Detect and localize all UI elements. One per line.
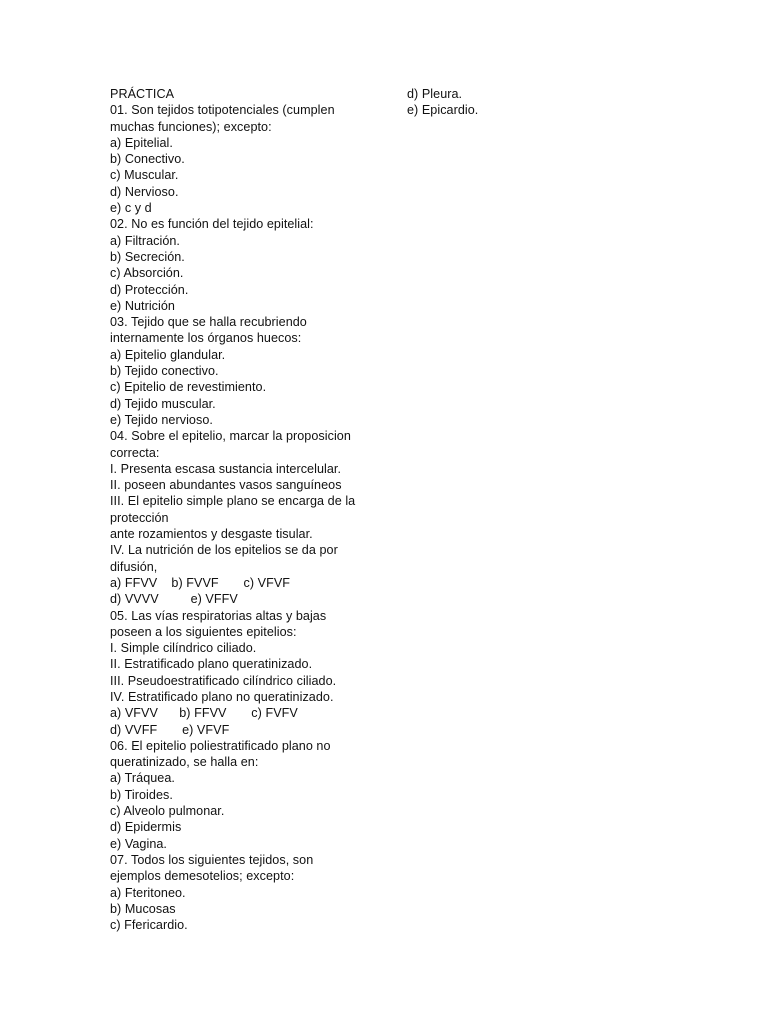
left-column-line: a) Epitelio glandular. (110, 347, 226, 362)
left-column-line: protección (110, 510, 169, 525)
left-column-line: muchas funciones); excepto: (110, 119, 272, 134)
left-column-line: c) Ffericardio. (110, 918, 188, 933)
left-column-line: c) Absorción. (110, 266, 184, 281)
left-column-line: queratinizado, se halla en: (110, 755, 259, 770)
left-column-line: 02. No es función del tejido epitelial: (110, 217, 314, 232)
left-column-line: IV. La nutrición de los epitelios se da por (110, 543, 338, 558)
left-column-line: c) Alveolo pulmonar. (110, 804, 225, 819)
left-column-line: d) Nervioso. (110, 184, 179, 199)
left-column-line: 07. Todos los siguientes tejidos, son (110, 852, 314, 867)
left-column-line: ejemplos demesotelios; excepto: (110, 869, 295, 884)
left-column-line: e) Nutrición (110, 298, 175, 313)
left-column-line: c) Epitelio de revestimiento. (110, 380, 267, 395)
left-column-line: b) Tiroides. (110, 787, 173, 802)
left-column-line: 04. Sobre el epitelio, marcar la proposicion (110, 429, 351, 444)
left-column-line: I. Simple cilíndrico ciliado. (110, 641, 257, 656)
left-column-line: correcta: (110, 445, 160, 460)
left-column-line: c) Muscular. (110, 168, 179, 183)
left-column-line: poseen a los siguientes epitelios: (110, 624, 297, 639)
left-column-line: II. poseen abundantes vasos sanguíneos (110, 478, 342, 493)
left-column-line: d) Tejido muscular. (110, 396, 216, 411)
left-column-line: d) VVFF e) VFVF (110, 722, 230, 737)
left-column-line: a) VFVV b) FFVV c) FVFV (110, 706, 298, 721)
left-column-line: 01. Son tejidos totipotenciales (cumplen (110, 103, 335, 118)
left-column-line: 05. Las vías respiratorias altas y bajas (110, 608, 327, 623)
left-column-line: 06. El epitelio poliestratificado plano no (110, 738, 331, 753)
left-column-line: PRÁCTICA (110, 87, 175, 101)
left-column-line: a) Epitelial. (110, 135, 173, 150)
left-column-line: III. El epitelio simple plano se encarga de la (110, 494, 356, 509)
left-column-line: 03. Tejido que se halla recubriendo (110, 315, 307, 330)
left-column-line: a) FFVV b) FVVF c) VFVF (110, 575, 291, 590)
left-column-line: I. Presenta escasa sustancia intercelular. (110, 461, 342, 476)
left-column-line: internamente los órganos huecos: (110, 331, 302, 346)
left-column-line: e) Tejido nervioso. (110, 412, 213, 427)
left-column-line: a) Tráquea. (110, 771, 175, 786)
left-column-line: difusión, (110, 559, 158, 574)
left-column-line: b) Mucosas (110, 901, 176, 916)
left-column-line: II. Estratificado plano queratinizado. (110, 657, 313, 672)
left-column-line: a) Fteritoneo. (110, 885, 186, 900)
left-column-line: IV. Estratificado plano no queratinizado. (110, 689, 334, 704)
left-column-line: a) Filtración. (110, 233, 180, 248)
left-column-line: e) c y d (110, 201, 152, 216)
left-column-line: b) Tejido conectivo. (110, 364, 219, 379)
right-column-line: d) Pleura. (407, 87, 463, 101)
left-column-line: III. Pseudoestratificado cilíndrico ciliado. (110, 673, 337, 688)
left-column-line: d) Epidermis (110, 820, 182, 835)
left-column-line: d) Protección. (110, 282, 189, 297)
left-column-line: b) Secreción. (110, 249, 185, 264)
left-column-line: d) VVVV e) VFFV (110, 592, 238, 607)
right-column-line: e) Epicardio. (407, 103, 479, 118)
right-column (407, 86, 607, 119)
left-column (110, 86, 368, 933)
left-column-line: ante rozamientos y desgaste tisular. (110, 527, 313, 542)
left-column-line: b) Conectivo. (110, 152, 185, 167)
left-column-line: e) Vagina. (110, 836, 167, 851)
